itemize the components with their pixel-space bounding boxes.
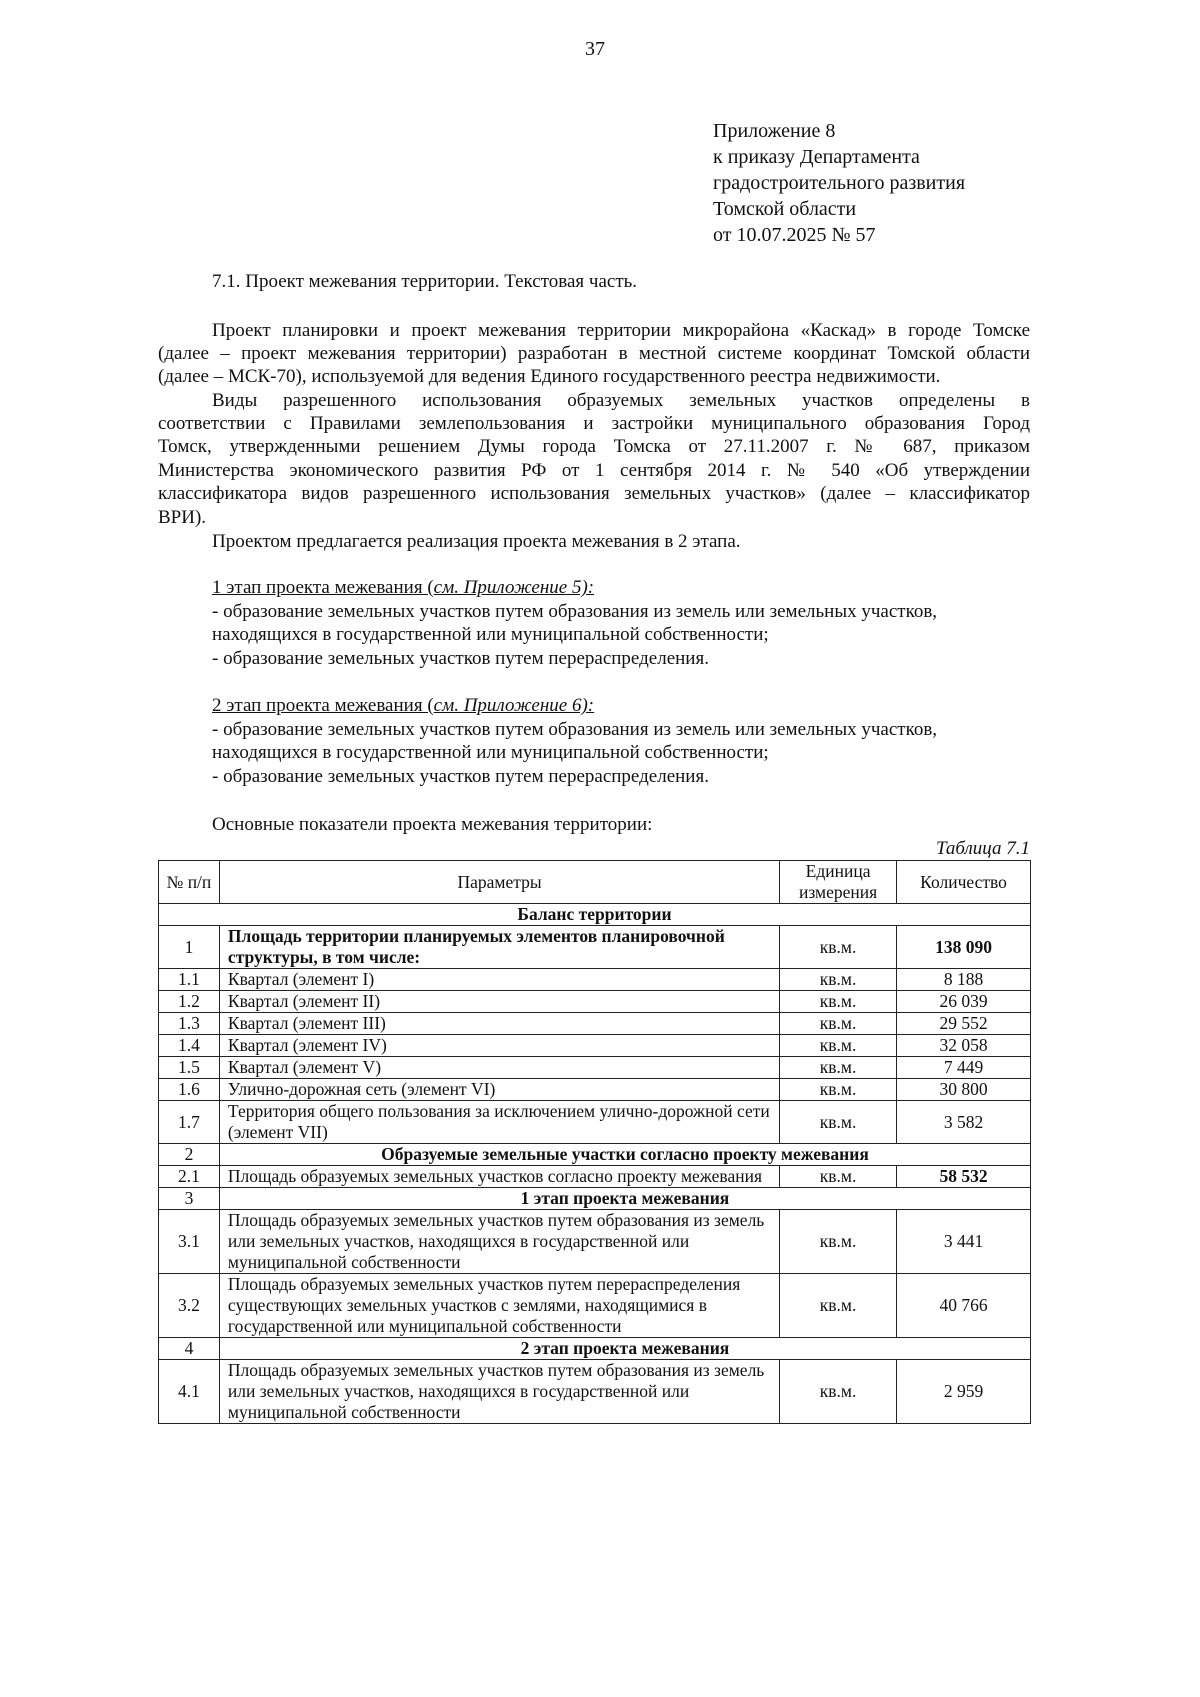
header-qty: Количество: [897, 861, 1031, 904]
para1-line: (далее – проект межевания территории) разработан в местной системе координат Томской области: [158, 343, 1030, 364]
section-row: [159, 1338, 1031, 1360]
table-caption: Таблица 7.1: [936, 838, 1030, 859]
section-title: 1 этап проекта межевания: [219, 1188, 1030, 1210]
row-quantity: 40 766: [897, 1274, 1031, 1338]
appendix-line: градостроительного развития: [713, 172, 966, 194]
table-row: [159, 926, 1031, 969]
row-number: 1.3: [159, 1013, 220, 1035]
row-unit: кв.м.: [780, 1274, 897, 1338]
row-parameter: Квартал (элемент II): [219, 991, 779, 1013]
row-unit: кв.м.: [780, 926, 897, 969]
appendix-line: к приказу Департамента: [713, 146, 920, 168]
row-number: 4: [159, 1338, 220, 1360]
indicators-table: [158, 860, 1031, 1424]
row-number: 2: [159, 1144, 220, 1166]
para2-line: Министерства экономического развития РФ от 1 сентября 2014 г. № 540 «Об утверждении: [158, 460, 1030, 481]
row-unit: кв.м.: [780, 1166, 897, 1188]
stage2-ref: см. Приложение 6):: [433, 695, 595, 716]
para2-line: Томск, утвержденными решением Думы города Томска от 27.11.2007 г. № 687, приказом: [158, 436, 1030, 457]
header-no: № п/п: [159, 861, 220, 904]
row-parameter: Площадь образуемых земельных участков путем перераспределения существующих земельных участков с землями, находящимися в государственной или муниципальной собственности: [219, 1274, 779, 1338]
row-unit: кв.м.: [780, 1057, 897, 1079]
row-quantity: 30 800: [897, 1079, 1031, 1101]
row-number: 3.2: [159, 1274, 220, 1338]
row-number: 3: [159, 1188, 220, 1210]
header-params: Параметры: [219, 861, 779, 904]
table-row: [159, 991, 1031, 1013]
row-unit: кв.м.: [780, 1079, 897, 1101]
row-unit: кв.м.: [780, 1013, 897, 1035]
stage2-title-text: 2 этап проекта межевания (: [212, 695, 434, 716]
row-quantity: 7 449: [897, 1057, 1031, 1079]
section-row: [159, 1144, 1031, 1166]
para2-line: соответствии с Правилами землепользования и застройки муниципального образования Город: [158, 413, 1030, 434]
section-row: [159, 904, 1031, 926]
row-parameter: Площадь образуемых земельных участков согласно проекту межевания: [219, 1166, 779, 1188]
row-unit: кв.м.: [780, 991, 897, 1013]
stage2-title: [212, 694, 1030, 718]
section-row: [159, 1188, 1031, 1210]
row-number: 3.1: [159, 1210, 220, 1274]
row-quantity: 32 058: [897, 1035, 1031, 1057]
row-parameter: Квартал (элемент I): [219, 969, 779, 991]
row-number: 2.1: [159, 1166, 220, 1188]
row-parameter: Квартал (элемент IV): [219, 1035, 779, 1057]
row-parameter: Площадь образуемых земельных участков путем образования из земель или земельных участков, находящихся в государственной или муниципальной собственности: [219, 1210, 779, 1274]
row-number: 1.2: [159, 991, 220, 1013]
table-row: [159, 969, 1031, 991]
stage2-line: - образование земельных участков путем образования из земель или земельных участков,: [212, 719, 938, 740]
para2-line: ВРИ).: [158, 507, 207, 528]
para3: Проектом предлагается реализация проекта межевания в 2 этапа.: [212, 531, 741, 552]
row-number: 1.6: [159, 1079, 220, 1101]
stage1-title: [212, 576, 1030, 600]
table-row: [159, 1057, 1031, 1079]
table-row: [159, 1360, 1031, 1424]
row-parameter: Площадь образуемых земельных участков путем образования из земель или земельных участков, находящихся в государственной или муниципальной собственности: [219, 1360, 779, 1424]
row-quantity: 138 090: [897, 926, 1031, 969]
table-header-row: [159, 861, 1031, 904]
table-row: [159, 1166, 1031, 1188]
row-number: 1.4: [159, 1035, 220, 1057]
section-title: Образуемые земельные участки согласно проекту межевания: [219, 1144, 1030, 1166]
row-number: 1.7: [159, 1101, 220, 1144]
row-quantity: 3 441: [897, 1210, 1031, 1274]
row-parameter: Квартал (элемент III): [219, 1013, 779, 1035]
row-unit: кв.м.: [780, 1360, 897, 1424]
row-number: 4.1: [159, 1360, 220, 1424]
stage1-ref: см. Приложение 5):: [433, 577, 595, 598]
section-title: 7.1. Проект межевания территории. Текстовая часть.: [212, 271, 638, 292]
row-quantity: 26 039: [897, 991, 1031, 1013]
row-parameter: Улично-дорожная сеть (элемент VI): [219, 1079, 779, 1101]
section-balance: Баланс территории: [159, 904, 1031, 926]
row-parameter: Площадь территории планируемых элементов планировочной структуры, в том числе:: [219, 926, 779, 969]
table-row: [159, 1035, 1031, 1057]
row-number: 1.1: [159, 969, 220, 991]
row-number: 1.5: [159, 1057, 220, 1079]
table-intro: Основные показатели проекта межевания территории:: [212, 814, 653, 835]
page-number: 37: [585, 38, 605, 60]
para2-line: Виды разрешенного использования образуемых земельных участков определены в: [212, 390, 1030, 411]
stage1-line: - образование земельных участков путем перераспределения.: [212, 648, 709, 669]
row-parameter: Территория общего пользования за исключением улично-дорожной сети (элемент VII): [219, 1101, 779, 1144]
row-unit: кв.м.: [780, 1035, 897, 1057]
para1-line: Проект планировки и проект межевания территории микрорайона «Каскад» в городе Томске: [212, 320, 1030, 341]
appendix-line: от 10.07.2025 № 57: [713, 224, 876, 246]
row-parameter: Квартал (элемент V): [219, 1057, 779, 1079]
row-unit: кв.м.: [780, 1101, 897, 1144]
stage2-line: - образование земельных участков путем перераспределения.: [212, 766, 709, 787]
table-row: [159, 1013, 1031, 1035]
section-title: 2 этап проекта межевания: [219, 1338, 1030, 1360]
row-quantity: 58 532: [897, 1166, 1031, 1188]
row-quantity: 29 552: [897, 1013, 1031, 1035]
row-quantity: 8 188: [897, 969, 1031, 991]
para2-line: классификатора видов разрешенного использования земельных участков» (далее – классификатор: [158, 483, 1030, 504]
row-unit: кв.м.: [780, 1210, 897, 1274]
stage1-line: находящихся в государственной или муниципальной собственности;: [212, 624, 769, 645]
row-number: 1: [159, 926, 220, 969]
table-row: [159, 1210, 1031, 1274]
appendix-line: Приложение 8: [713, 120, 836, 142]
stage1-title-text: 1 этап проекта межевания (: [212, 577, 434, 598]
row-quantity: 2 959: [897, 1360, 1031, 1424]
row-unit: кв.м.: [780, 969, 897, 991]
header-unit: Единица измерения: [780, 861, 897, 904]
table-row: [159, 1079, 1031, 1101]
table-row: [159, 1101, 1031, 1144]
row-quantity: 3 582: [897, 1101, 1031, 1144]
stage1-line: - образование земельных участков путем образования из земель или земельных участков,: [212, 601, 938, 622]
para1-line: (далее – МСК-70), используемой для ведения Единого государственного реестра недвижимости.: [158, 366, 941, 387]
stage2-line: находящихся в государственной или муниципальной собственности;: [212, 742, 769, 763]
appendix-line: Томской области: [713, 198, 857, 220]
table-row: [159, 1274, 1031, 1338]
